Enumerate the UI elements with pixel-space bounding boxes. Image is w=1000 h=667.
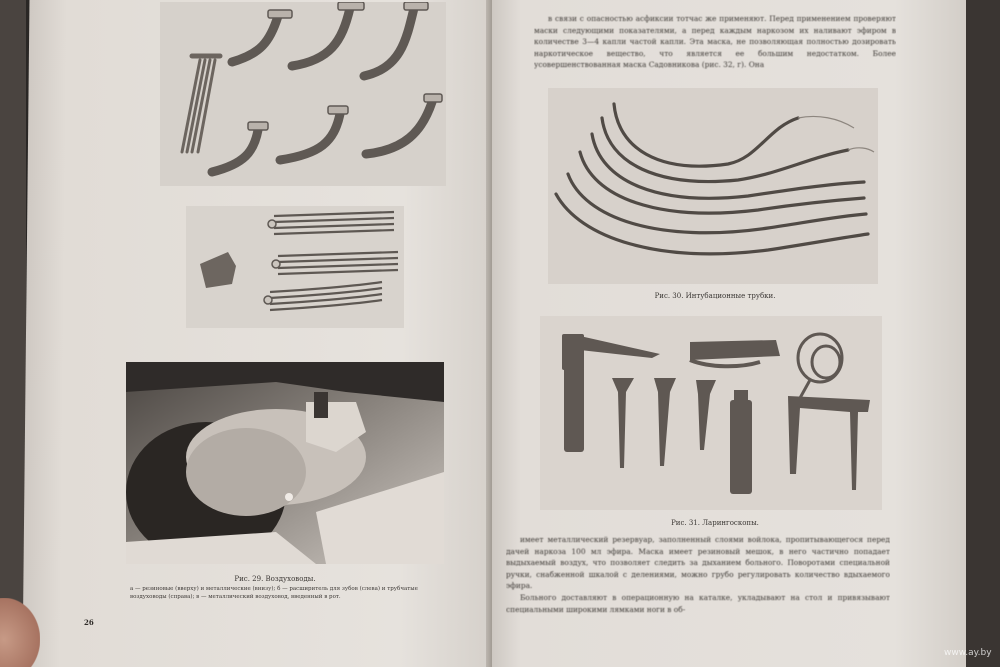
intubation-tubes-illustration	[548, 88, 878, 284]
mouth-gag-illustration	[186, 206, 404, 328]
fig29-caption: Рис. 29. Воздуховоды.	[234, 575, 316, 583]
patient-photo	[126, 362, 444, 564]
thumb-holding-page	[0, 598, 40, 667]
book-cover-edge-right	[966, 0, 1000, 667]
book-cover-edge-left	[0, 0, 26, 667]
watermark-text: www.ay.by	[944, 648, 992, 658]
fig30-caption: Рис. 30. Интубационные трубки.	[654, 292, 776, 300]
right-bottom-paragraph-1: имеет металлический резервуар, заполненный слоями войлока, пропитывающегося перед дачей наркоза 100 мл эфира. Маска имеет резиновый мешок, в него частично попадает выдыхаемый воздух, что позволяет следить за дыханием больного. Поворотами специальной ручки, снабженной шкалой с делениями, можно грубо регулировать количество вдыхаемого эфира.	[506, 535, 890, 591]
fig29-legend: а — резиновые (вверху) и металлические (внизу); б — расширитель для зубов (слева) и трубчатые воздуховоды (справа); в — металлический воздуховод, введенный в рот.	[130, 586, 418, 600]
laryngoscopes-illustration	[540, 316, 882, 510]
right-bottom-text	[506, 534, 890, 664]
right-bottom-paragraph-2: Больного доставляют в операционную на каталке, укладывают на стол и привязывают специальными широкими лямками ноги в об-	[506, 592, 890, 614]
page-number: 26	[84, 618, 94, 627]
airway-tubes-illustration	[160, 2, 446, 186]
fig31-caption: Рис. 31. Ларингоскопы.	[671, 519, 759, 527]
right-top-text	[534, 13, 896, 79]
right-top-text-content: в связи с опасностью асфиксии тотчас же применяют. Перед применением проверяют маски следующими показателями, а перед каждым наркозом их наливают эфиром в количестве 3—4 капли частой капли. Эта маска, не позволяющая полностью дозировать наркотическое вещество, что является ее большим недостатком. Более усовершенствованная маска Садовникова (рис. 32, г). Она	[534, 14, 896, 70]
